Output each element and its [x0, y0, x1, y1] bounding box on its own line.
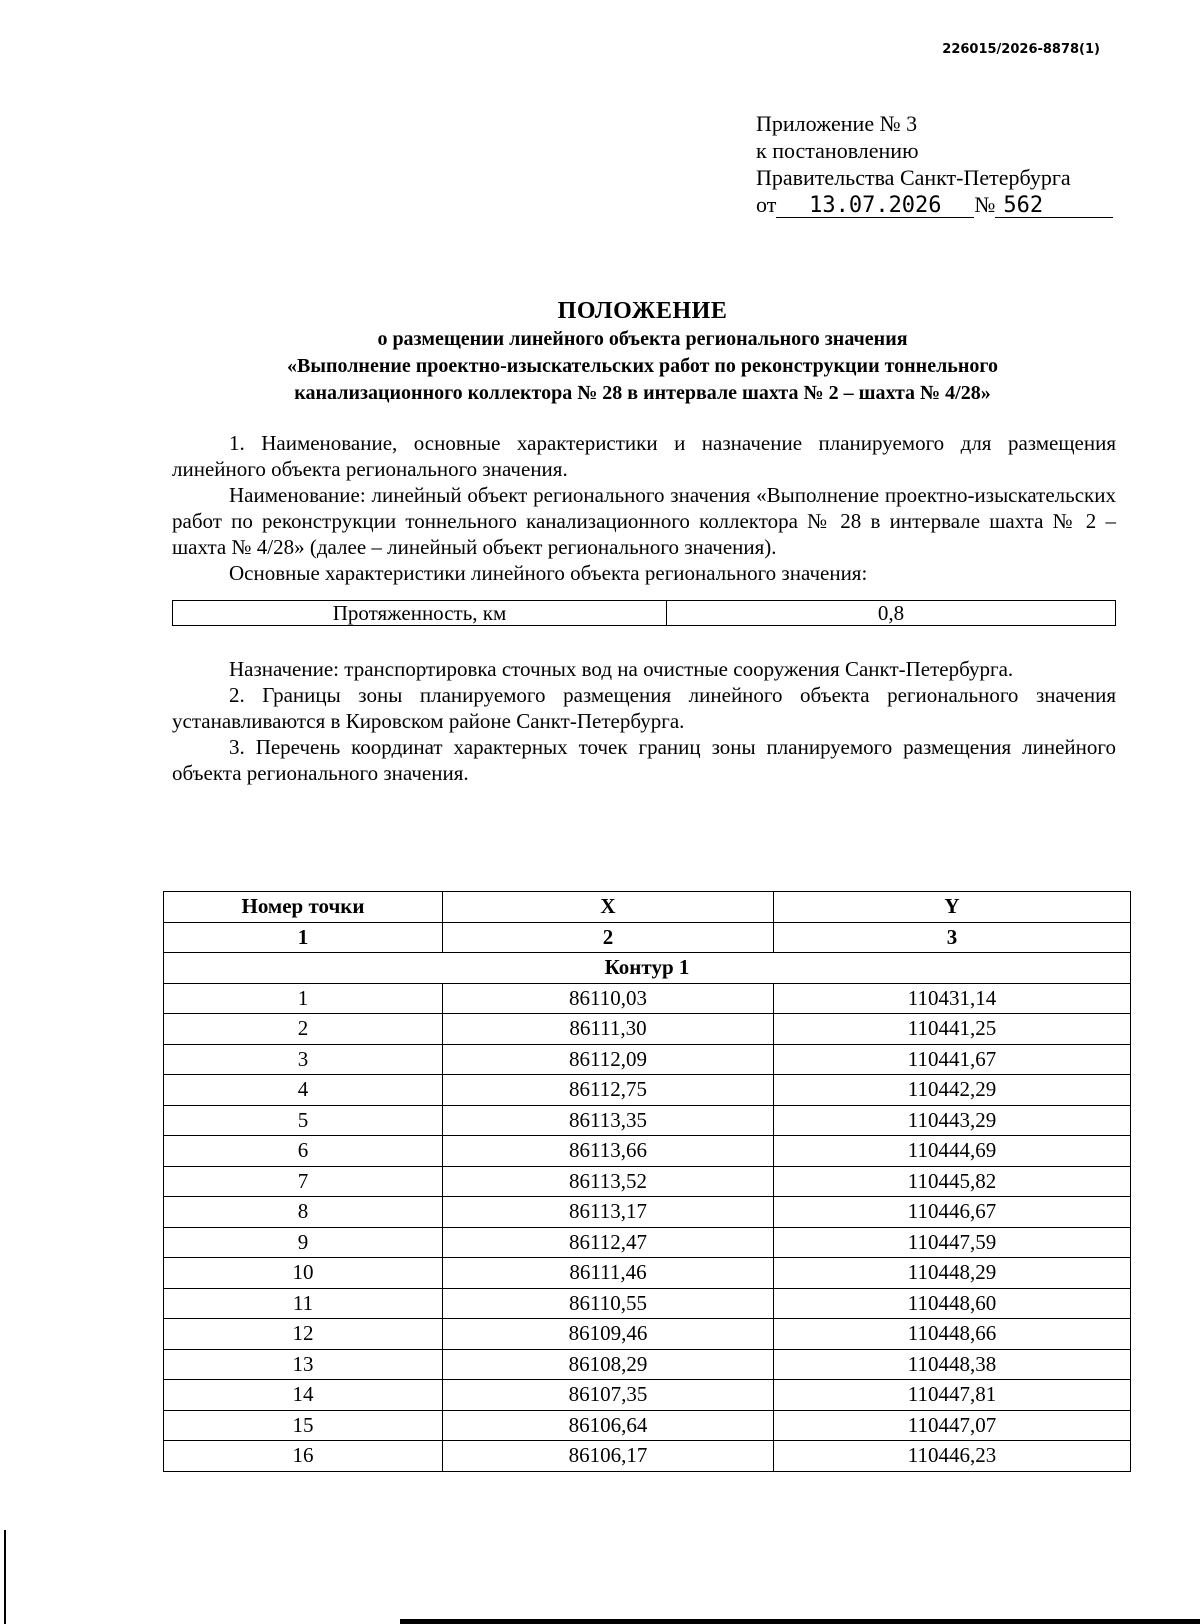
point-number-cell: 10 — [164, 1258, 443, 1289]
table-row — [164, 1044, 1131, 1075]
point-number-cell: 11 — [164, 1288, 443, 1319]
point-number-cell: 16 — [164, 1441, 443, 1472]
point-number-cell: 8 — [164, 1197, 443, 1228]
table-row — [164, 1014, 1131, 1045]
x-coordinate-cell: 86113,17 — [443, 1197, 774, 1228]
paragraph-5: 2. Границы зоны планируемого размещения линейного объекта регионального значения устанавливаются в Кировском районе Санкт-Петербурга. — [172, 683, 1116, 733]
annex-dateline — [756, 191, 1113, 218]
point-number-cell: 3 — [164, 1044, 443, 1075]
table-row — [164, 1349, 1131, 1380]
column-number-1: 1 — [164, 922, 443, 953]
x-coordinate-cell: 86113,66 — [443, 1136, 774, 1167]
y-coordinate-cell: 110431,14 — [774, 983, 1131, 1014]
x-coordinate-cell: 86106,64 — [443, 1410, 774, 1441]
annex-title: Приложение № 3 — [756, 111, 918, 136]
point-number-cell: 14 — [164, 1380, 443, 1411]
table-row — [173, 601, 1116, 626]
x-coordinate-cell: 86113,52 — [443, 1166, 774, 1197]
y-coordinate-cell: 110448,60 — [774, 1288, 1131, 1319]
point-number-cell: 6 — [164, 1136, 443, 1167]
y-coordinate-cell: 110446,67 — [774, 1197, 1131, 1228]
y-coordinate-cell: 110447,81 — [774, 1380, 1131, 1411]
point-number-cell: 12 — [164, 1319, 443, 1350]
table-row — [164, 1319, 1131, 1350]
table-row — [164, 1227, 1131, 1258]
table-header-row — [164, 892, 1131, 923]
number-prefix: № — [974, 192, 996, 217]
document-number: 226015/2026-8878(1) — [942, 42, 1100, 57]
paragraph-3: Основные характеристики линейного объекта регионального значения: — [229, 561, 868, 585]
table-row — [164, 1380, 1131, 1411]
characteristic-value: 0,8 — [667, 601, 1116, 626]
characteristics-table — [172, 600, 1116, 626]
header-y: Y — [774, 892, 1131, 923]
header-x: X — [443, 892, 774, 923]
x-coordinate-cell: 86112,47 — [443, 1227, 774, 1258]
document-title — [150, 296, 1135, 407]
x-coordinate-cell: 86108,29 — [443, 1349, 774, 1380]
x-coordinate-cell: 86107,35 — [443, 1380, 774, 1411]
annex-header — [756, 110, 1113, 218]
y-coordinate-cell: 110443,29 — [774, 1105, 1131, 1136]
annex-ref: к постановлению — [756, 138, 919, 163]
resolution-number: 562 — [995, 195, 1113, 218]
annex-issuer: Правительства Санкт-Петербурга — [756, 165, 1071, 190]
y-coordinate-cell: 110441,25 — [774, 1014, 1131, 1045]
x-coordinate-cell: 86111,30 — [443, 1014, 774, 1045]
table-row — [164, 1166, 1131, 1197]
point-number-cell: 13 — [164, 1349, 443, 1380]
table-row — [164, 1258, 1131, 1289]
paragraph-1: 1. Наименование, основные характеристики и назначение планируемого для размещения линейного объекта регионального значения. — [172, 431, 1116, 481]
table-row — [164, 1105, 1131, 1136]
title-sub-2: «Выполнение проектно-изыскательских работ по реконструкции тоннельного — [286, 355, 998, 377]
y-coordinate-cell: 110442,29 — [774, 1075, 1131, 1106]
table-row — [164, 1075, 1131, 1106]
title-main: ПОЛОЖЕНИЕ — [557, 298, 728, 324]
x-coordinate-cell: 86112,09 — [443, 1044, 774, 1075]
paragraph-4: Назначение: транспортировка сточных вод на очистные сооружения Санкт-Петербурга. — [229, 657, 1014, 681]
y-coordinate-cell: 110441,67 — [774, 1044, 1131, 1075]
contour-label: Контур 1 — [164, 953, 1131, 984]
point-number-cell: 1 — [164, 983, 443, 1014]
characteristic-label: Протяженность, км — [173, 601, 667, 626]
x-coordinate-cell: 86109,46 — [443, 1319, 774, 1350]
scan-margin-mark — [4, 1530, 6, 1624]
point-number-cell: 15 — [164, 1410, 443, 1441]
scan-bottom-mark — [400, 1619, 1200, 1624]
x-coordinate-cell: 86113,35 — [443, 1105, 774, 1136]
table-row — [164, 983, 1131, 1014]
x-coordinate-cell: 86111,46 — [443, 1258, 774, 1289]
point-number-cell: 2 — [164, 1014, 443, 1045]
x-coordinate-cell: 86110,03 — [443, 983, 774, 1014]
title-sub-1: о размещении линейного объекта регионального значения — [377, 328, 908, 350]
header-point-number: Номер точки — [164, 892, 443, 923]
contour-row — [164, 953, 1131, 984]
paragraph-2: Наименование: линейный объект регионального значения «Выполнение проектно-изыскательских работ по реконструкции тоннельного канализационного коллектора № 28 в интервале шахта № 2 – шахта № 4/28» (далее – линейный объект регионального значения). — [172, 483, 1116, 559]
point-number-cell: 4 — [164, 1075, 443, 1106]
table-row — [164, 1288, 1131, 1319]
y-coordinate-cell: 110444,69 — [774, 1136, 1131, 1167]
y-coordinate-cell: 110445,82 — [774, 1166, 1131, 1197]
table-number-row — [164, 922, 1131, 953]
date-prefix: от — [756, 192, 777, 217]
column-number-3: 3 — [774, 922, 1131, 953]
point-number-cell: 9 — [164, 1227, 443, 1258]
y-coordinate-cell: 110447,59 — [774, 1227, 1131, 1258]
y-coordinate-cell: 110446,23 — [774, 1441, 1131, 1472]
x-coordinate-cell: 86112,75 — [443, 1075, 774, 1106]
paragraph-6: 3. Перечень координат характерных точек границ зоны планируемого размещения линейного объекта регионального значения. — [172, 735, 1116, 785]
column-number-2: 2 — [443, 922, 774, 953]
x-coordinate-cell: 86110,55 — [443, 1288, 774, 1319]
title-sub-3: канализационного коллектора № 28 в интервале шахта № 2 – шахта № 4/28» — [294, 382, 991, 404]
table-row — [164, 1136, 1131, 1167]
point-number-cell: 7 — [164, 1166, 443, 1197]
y-coordinate-cell: 110448,38 — [774, 1349, 1131, 1380]
y-coordinate-cell: 110447,07 — [774, 1410, 1131, 1441]
x-coordinate-cell: 86106,17 — [443, 1441, 774, 1472]
coordinates-table — [163, 891, 1131, 1472]
resolution-date: 13.07.2026 — [776, 195, 974, 218]
table-row — [164, 1410, 1131, 1441]
y-coordinate-cell: 110448,29 — [774, 1258, 1131, 1289]
document-body — [172, 430, 1116, 786]
table-row — [164, 1441, 1131, 1472]
y-coordinate-cell: 110448,66 — [774, 1319, 1131, 1350]
point-number-cell: 5 — [164, 1105, 443, 1136]
table-row — [164, 1197, 1131, 1228]
